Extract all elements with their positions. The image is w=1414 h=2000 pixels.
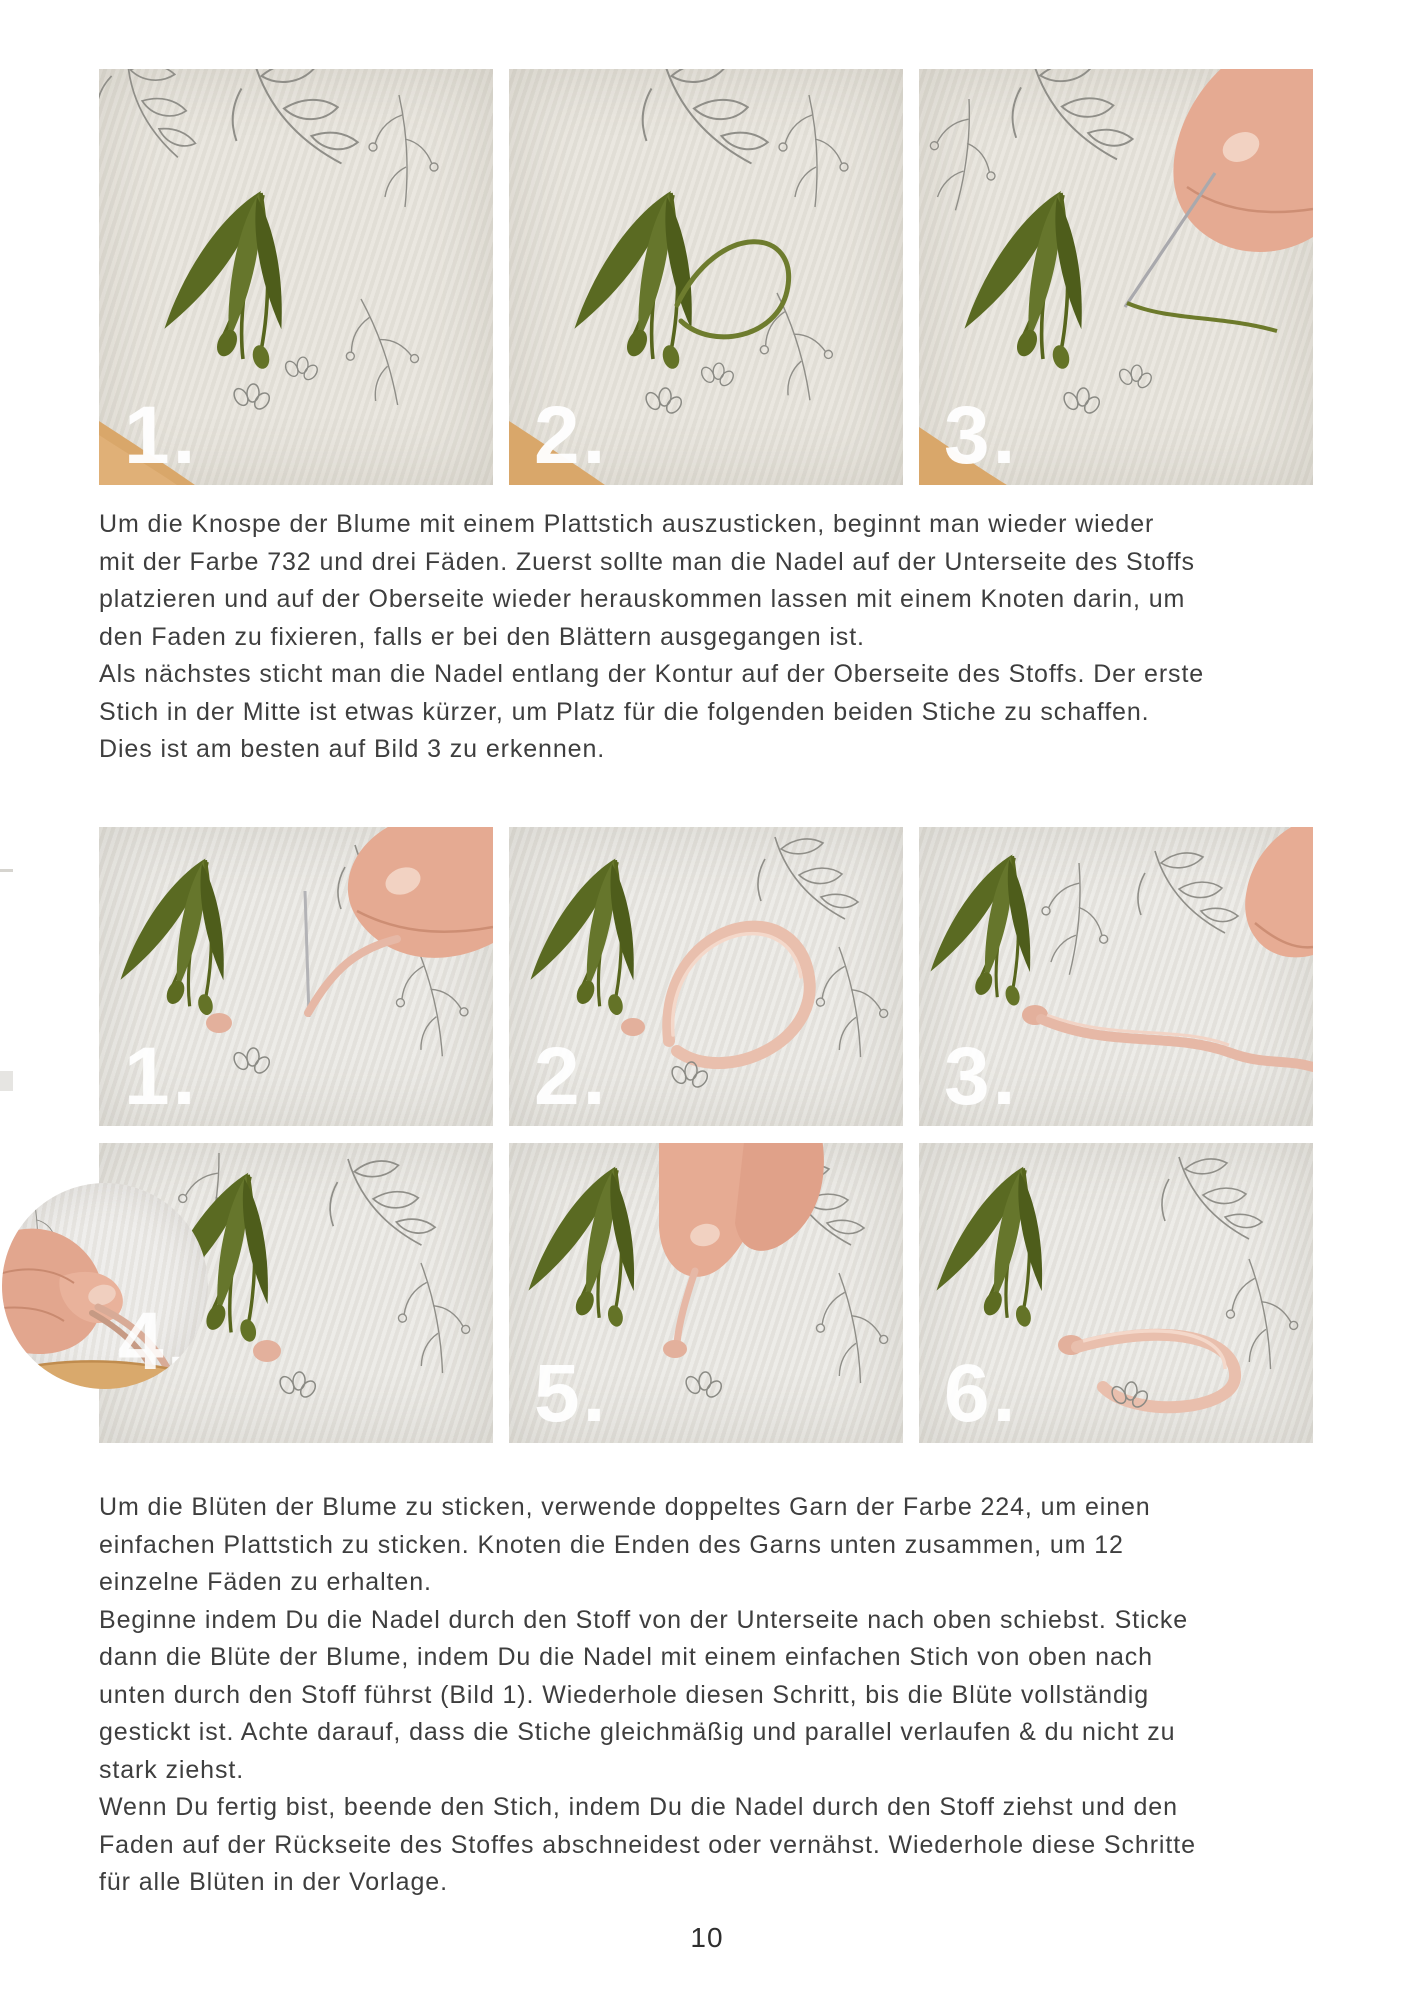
hand-illustration	[348, 827, 493, 958]
pink-thread	[677, 1271, 695, 1343]
instruction-line: gestickt ist. Achte darauf, dass die Stiche gleichmäßig und parallel verlaufen & du nicht zu	[99, 1718, 1176, 1746]
hand-illustration	[735, 1143, 824, 1251]
step-photo-blossom-6	[919, 1143, 1313, 1443]
pink-bud-stitch	[663, 1340, 687, 1358]
step-photo-blossom-2	[509, 827, 903, 1126]
step-number-label: 2.	[534, 1031, 609, 1122]
step-number-label: 4.	[118, 1296, 193, 1387]
instruction-line: Um die Knospe der Blume mit einem Plattstich auszusticken, beginnt man wieder wieder	[99, 510, 1155, 538]
page-number: 10	[690, 1922, 724, 1953]
instruction-line: Um die Blüten der Blume zu sticken, verwende doppeltes Garn der Farbe 224, um einen	[99, 1493, 1151, 1521]
instruction-line: für alle Blüten in der Vorlage.	[99, 1868, 448, 1896]
instruction-line: mit der Farbe 732 und drei Fäden. Zuerst sollte man die Nadel auf der Unterseite des Stoffs	[99, 547, 1195, 576]
needle	[305, 891, 309, 1017]
step-photo-blossom-3	[919, 827, 1313, 1126]
instruction-line: Wenn Du fertig bist, beende den Stich, indem Du die Nadel durch den Stoff ziehst und den	[99, 1793, 1178, 1821]
instruction-line: Faden auf der Rückseite des Stoffes abschneidest oder vernähst. Wiederhole diese Schritte	[99, 1830, 1196, 1859]
needle	[1125, 173, 1215, 307]
instruction-line: platzieren und auf der Oberseite wieder herauskommen lassen mit einem Knoten darin, um	[99, 585, 1186, 613]
step-number-label: 2.	[534, 390, 609, 481]
margin-mark	[0, 1071, 13, 1091]
instruction-line: unten durch den Stoff führst (Bild 1). Wiederhole diesen Schritt, bis die Blüte vollständig	[99, 1680, 1150, 1709]
instruction-line: den Faden zu fixieren, falls er bei den Blättern ausgegangen ist.	[99, 622, 865, 651]
instruction-line: einzelne Fäden zu erhalten.	[99, 1568, 432, 1596]
pink-bud-stitch	[253, 1340, 281, 1362]
pink-bud-stitch	[206, 1013, 232, 1033]
instruction-line: Stich in der Mitte ist etwas kürzer, um Platz für die folgenden beiden Stiche zu schaffen.	[99, 697, 1150, 726]
pink-bud-stitch	[621, 1018, 645, 1036]
instruction-line: Dies ist am besten auf Bild 3 zu erkennen.	[99, 735, 606, 763]
instruction-paragraph-knospe	[99, 506, 1315, 769]
step-photo-blossom-1	[99, 827, 493, 1126]
instruction-line: Als nächstes sticht man die Nadel entlang der Kontur auf der Oberseite des Stoffs. Der erste	[99, 660, 1205, 688]
instruction-line: Beginne indem Du die Nadel durch den Stoff von der Unterseite nach oben schiebst. Sticke	[99, 1605, 1189, 1634]
step-number-label: 3.	[944, 1031, 1019, 1122]
step-number-label: 3.	[944, 390, 1019, 481]
step-photo-circle-4	[2, 1183, 208, 1389]
step-number-label: 6.	[944, 1348, 1019, 1439]
step-photo-blossom-5	[509, 1143, 903, 1443]
step-photo-bud-3	[919, 69, 1313, 485]
instruction-line: stark ziehst.	[99, 1755, 245, 1784]
step-number-label: 1.	[124, 1031, 199, 1122]
step-number-label: 5.	[534, 1348, 609, 1439]
step-number-label: 1.	[124, 390, 199, 481]
hand-illustration	[1245, 827, 1313, 957]
step-photo-bud-1	[99, 69, 493, 485]
step-photo-bud-2	[509, 69, 903, 485]
margin-mark	[0, 869, 13, 872]
instruction-line: dann die Blüte der Blume, indem Du die Nadel mit einem einfachen Stich von oben nach	[99, 1643, 1153, 1671]
green-thread-loop	[677, 242, 789, 337]
instruction-paragraph-blueten	[99, 1489, 1315, 1902]
green-thread	[1127, 303, 1277, 331]
instruction-line: einfachen Plattstich zu sticken. Knoten die Enden des Garns unten zusammen, um 12	[99, 1530, 1124, 1559]
pink-thread	[308, 939, 397, 1013]
